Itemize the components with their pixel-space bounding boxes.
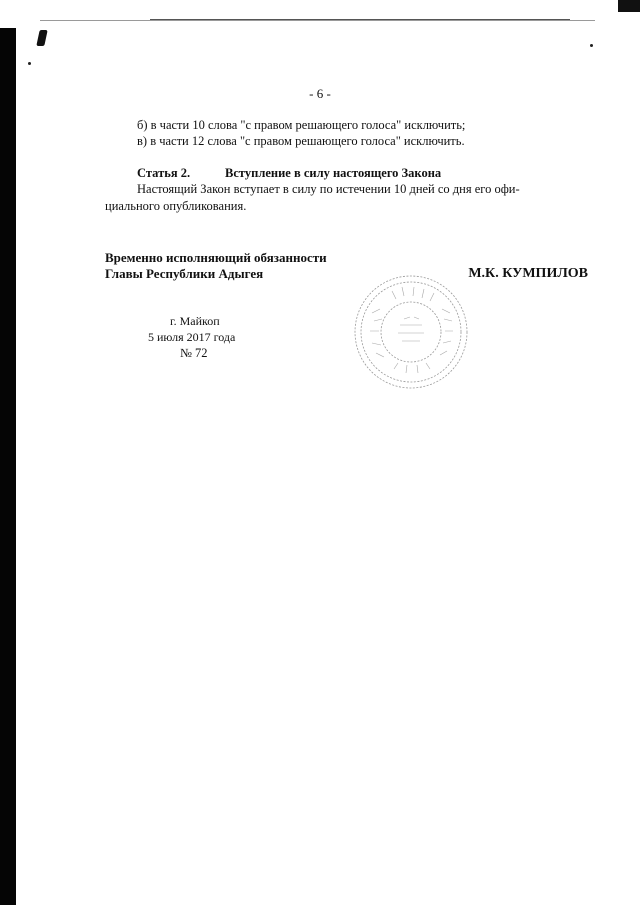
- law-number: № 72: [180, 346, 208, 360]
- signatory-title-line-2: Главы Республики Адыгея: [105, 266, 264, 281]
- enactment-date: 5 июля 2017 года: [148, 330, 236, 344]
- scan-speck: [28, 62, 31, 65]
- article-text-line-1: Настоящий Закон вступает в силу по истечении 10 дней со дня его офи-: [137, 182, 520, 196]
- amendment-line-b: б) в части 10 слова "с правом решающего голоса" исключить;: [137, 118, 466, 132]
- amendment-line-v: в) в части 12 слова "с правом решающего голоса" исключить.: [137, 134, 465, 148]
- scan-corner-mark: [618, 0, 640, 12]
- article-heading: [137, 165, 441, 181]
- scan-top-rule: [40, 20, 595, 21]
- scan-left-edge: [0, 28, 16, 905]
- signatory-name: М.К. КУМПИЛОВ: [468, 266, 588, 281]
- scan-top-rule-dark: [150, 19, 570, 20]
- scan-speck-mark: [36, 30, 47, 46]
- scan-speck: [590, 44, 593, 47]
- article-label: Статья 2.: [137, 166, 191, 180]
- enactment-city: г. Майкоп: [170, 314, 220, 328]
- signatory-title-line-1: Временно исполняющий обязанности: [105, 250, 327, 265]
- page-number: - 6 -: [309, 86, 331, 101]
- official-seal-stamp-icon: [352, 273, 470, 391]
- article-title: Вступление в силу настоящего Закона: [225, 166, 442, 180]
- article-text-line-2: циального опубликования.: [105, 199, 247, 213]
